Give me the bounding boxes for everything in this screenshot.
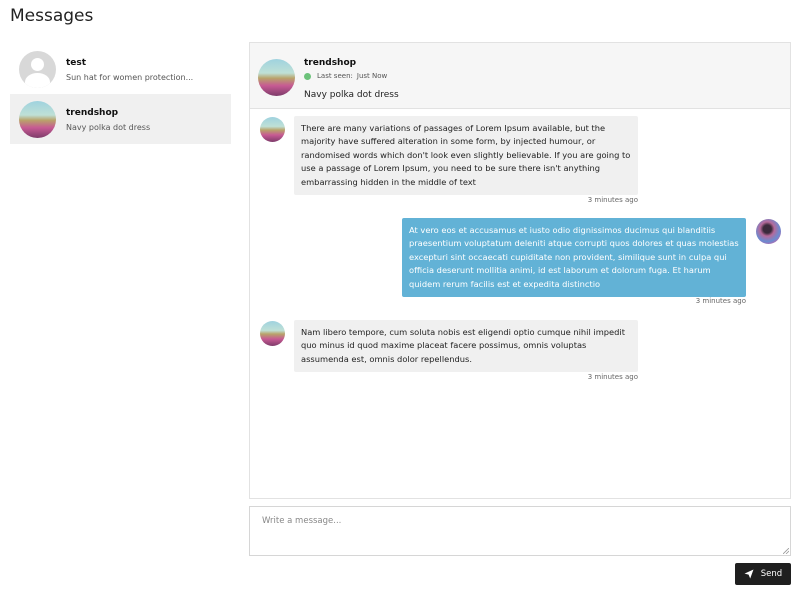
resize-handle-icon[interactable]	[783, 548, 789, 554]
page-title: Messages	[10, 6, 94, 26]
sender-avatar	[260, 321, 285, 346]
conversation-item-test[interactable]	[10, 44, 231, 94]
conversation-preview: Navy polka dot dress	[66, 122, 151, 132]
sender-avatar	[260, 117, 285, 142]
contact-name: trendshop	[304, 58, 357, 68]
conversation-name: test	[66, 57, 87, 68]
last-seen-status	[304, 72, 387, 80]
message-bubble-outgoing: At vero eos et accusamus et iusto odio dignissimos ducimus qui blanditiis praesentium voluptatum deleniti atque corrupti quos dolores et quas molestias excepturi sint occaecati cupiditate non provident, similique sunt in culpa qui officia deserunt mollitia animi, id est laborum et dolorum fuga. Et harum quidem rerum facilis est et expedita distinctio	[402, 218, 746, 297]
conversation-name: trendshop	[66, 107, 119, 118]
conversation-preview: Sun hat for women protection...	[66, 72, 194, 82]
last-seen-value: Just Now	[356, 72, 388, 80]
contact-avatar	[258, 59, 295, 96]
message-timestamp: 3 minutes ago	[587, 196, 638, 204]
product-title: Navy polka dot dress	[304, 90, 399, 100]
conversation-item-trendshop[interactable]	[10, 94, 231, 144]
message-timestamp: 3 minutes ago	[587, 373, 638, 381]
chat-header	[250, 43, 790, 109]
message-input[interactable]	[249, 506, 791, 556]
user-avatar	[756, 219, 781, 244]
send-button[interactable]	[735, 563, 791, 585]
default-user-avatar-icon	[19, 51, 56, 88]
message-bubble-incoming: Nam libero tempore, cum soluta nobis est eligendi optio cumque nihil impedit quo minus id quod maxime placeat facere possimus, omnis voluptas assumenda est, omnis dolor repellendus.	[294, 320, 638, 372]
message-bubble-incoming: There are many variations of passages of Lorem Ipsum available, but the majority have suffered alteration in some form, by injected humour, or randomised words which don't look even slightly believable. If you are going to use a passage of Lorem Ipsum, you need to be sure there isn't anything embarrassing hidden in the middle of text	[294, 116, 638, 195]
conversation-list	[10, 44, 231, 144]
online-status-dot-icon	[304, 73, 311, 80]
paper-plane-icon	[744, 569, 754, 579]
send-label: Send	[760, 569, 783, 579]
last-seen-label: Last seen:	[317, 72, 353, 80]
shop-avatar	[19, 101, 56, 138]
message-timestamp: 3 minutes ago	[695, 297, 746, 305]
